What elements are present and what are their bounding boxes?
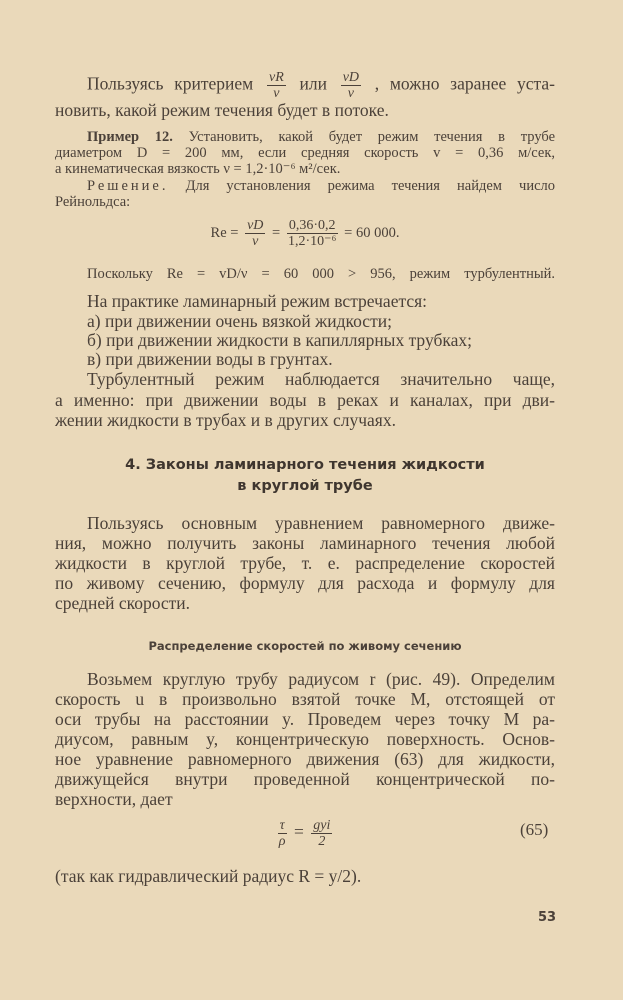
numerator: gyi [313, 818, 331, 833]
fraction-vR-nu [267, 70, 286, 101]
text-line: Возьмем круглую трубу радиусом r (рис. 49). Определим [87, 669, 555, 689]
reynolds-formula [55, 218, 555, 249]
text-line: скорость u в произвольно взятой точке M, отстоящей от [55, 689, 555, 709]
numerator: vD [342, 70, 360, 85]
text: Установить, какой будет режим течения в трубе [188, 129, 556, 145]
equation-number: (65) [520, 820, 549, 839]
text-line: На практике ламинарный режим встречается: [87, 291, 428, 311]
numerator: vD [247, 218, 264, 233]
text-line: по живому сечению, формулу для расхода и формулу для [55, 573, 555, 593]
text-line [87, 129, 555, 145]
denominator: ν [252, 234, 259, 249]
denominator: 2 [318, 834, 326, 849]
denominator: ρ [278, 834, 286, 849]
section-heading: 4. Законы ламинарного течения жидкости [125, 457, 485, 473]
text-line: жидкости в круглой трубе, т. е. распределение скоростей [55, 553, 555, 573]
text-line: а кинематическая вязкость ν = 1,2·10⁻⁶ м²/сек. [55, 161, 341, 177]
example-label: Пример 12. [87, 129, 173, 145]
text-line: Поскольку Re = vD/ν = 60 000 > 956, режим турбулентный. [87, 266, 555, 282]
text: , можно заранее уста- [374, 73, 555, 94]
text-line: (так как гидравлический радиус R = y/2). [55, 866, 362, 886]
text-line: оси трубы на расстоянии y. Проведем через точку M ра- [55, 709, 555, 729]
numerator: 0,36·0,2 [288, 218, 336, 233]
text-line: б) при движении жидкости в капиллярных трубках; [87, 330, 472, 350]
text-line: Турбулентный режим наблюдается значительно чаще, [87, 369, 555, 389]
text-line [87, 178, 555, 194]
text: Для установления режима течения найдем число [185, 178, 556, 194]
text-line: а именно: при движении воды в реках и каналах, при дви- [55, 390, 555, 410]
text-line: средней скорости. [55, 593, 191, 613]
solution-label: Решение. [87, 178, 169, 194]
section-heading: в круглой трубе [237, 478, 373, 494]
text-line: Рейнольдса: [55, 194, 131, 210]
fraction-vD-nu [341, 70, 361, 101]
numerator: vR [268, 70, 284, 85]
denominator: ν [347, 86, 354, 101]
fraction [278, 818, 287, 849]
text: Re = [210, 224, 239, 241]
text: = [272, 224, 281, 241]
text-line: жении жидкости в трубах и в других случаях. [55, 410, 396, 430]
text-line: а) при движении очень вязкой жидкости; [87, 311, 392, 331]
text: = 60 000. [344, 224, 400, 241]
denominator: 1,2·10⁻⁶ [287, 234, 337, 249]
text-line [87, 70, 555, 101]
text-line: ное уравнение равномерного движения (63) для жидкости, [55, 749, 555, 769]
text-line: верхности, дает [55, 789, 173, 809]
text-line: диусом, равным y, концентрическую поверхность. Основ- [55, 729, 555, 749]
text: Пользуясь критерием [87, 73, 254, 94]
page-number: 53 [538, 910, 557, 925]
text-line: диаметром D = 200 мм, если средняя скорость v = 0,36 м/сек, [55, 145, 555, 161]
text-line: в) при движении воды в грунтах. [87, 349, 333, 369]
text-line: новить, какой режим течения будет в потоке. [55, 100, 389, 120]
numerator: τ [279, 818, 285, 833]
text-line: Пользуясь основным уравнением равномерного движе- [87, 513, 555, 533]
text-line: ния, можно получить законы ламинарного течения любой [55, 533, 555, 553]
equation-65 [55, 818, 555, 849]
subsection-heading: Распределение скоростей по живому сечению [148, 639, 462, 653]
fraction [311, 818, 332, 849]
text: или [299, 73, 327, 94]
denominator: ν [273, 86, 280, 101]
text-line: движущейся внутри проведенной концентрической по- [55, 769, 555, 789]
text: = [294, 821, 304, 842]
fraction [245, 218, 265, 249]
fraction [287, 218, 338, 249]
